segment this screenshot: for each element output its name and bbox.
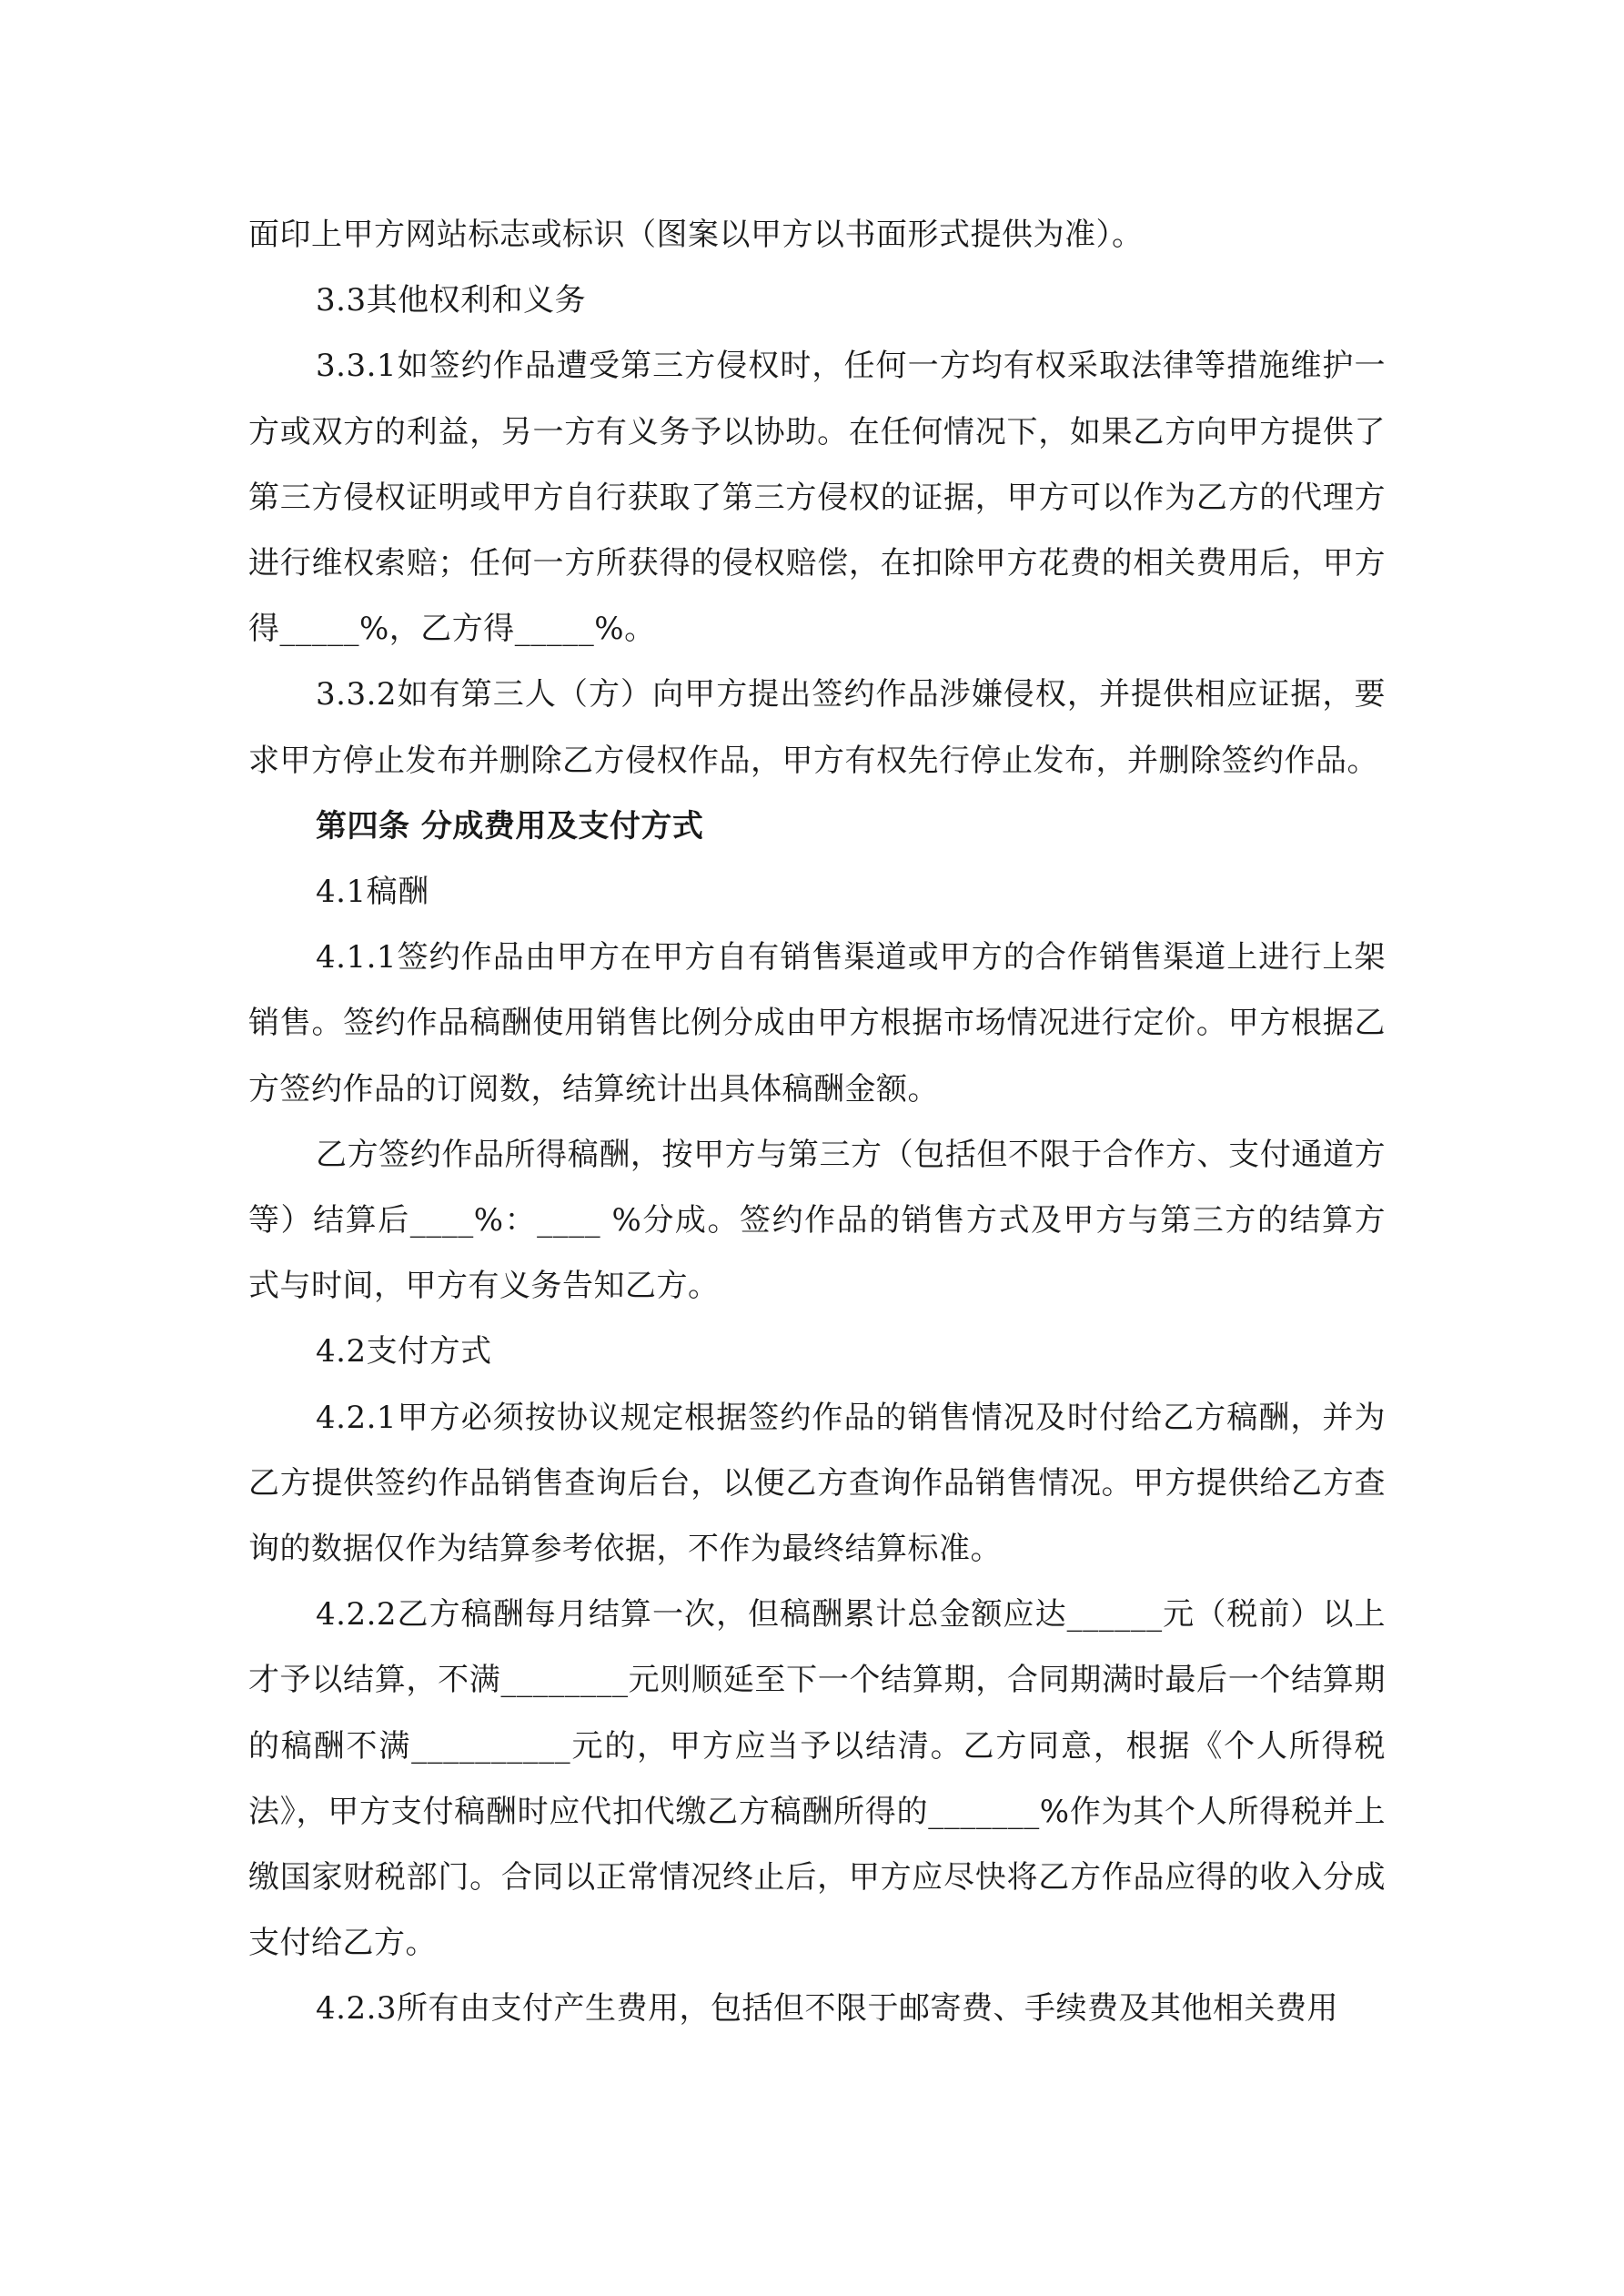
article-4-heading: 第四条 分成费用及支付方式: [316, 807, 704, 845]
paragraph-continuation: 面印上甲方网站标志或标识（图案以甲方以书面形式提供为准）。: [248, 217, 1144, 253]
clause-3-3-1: 3.3.1如签约作品遭受第三方侵权时，任何一方均有权采取法律等措施维护一方或双方的利益，另一方有义务予以协助。在任何情况下，如果乙方向甲方提供了第三方侵权证明或甲方自行获取了第三方侵权的证据，甲方可以作为乙方的代理方进行维权索赔；任何一方所获得的侵权赔偿，在扣除甲方花费的相关费用后，甲方得_____%，乙方得_____%。: [248, 348, 1386, 648]
section-4-2-title: 4.2支付方式: [316, 1333, 492, 1371]
clause-3-3-2: 3.3.2如有第三人（方）向甲方提出签约作品涉嫌侵权，并提供相应证据，要求甲方停止发布并删除乙方侵权作品，甲方有权先行停止发布，并删除签约作品。: [248, 676, 1386, 779]
section-3-3-title: 3.3其他权利和义务: [316, 282, 587, 319]
section-4-1-title: 4.1稿酬: [316, 874, 429, 911]
clause-4-1-1-share: 乙方签约作品所得稿酬，按甲方与第三方（包括但不限于合作方、支付通道方等）结算后____%：____ %分成。签约作品的销售方式及甲方与第三方的结算方式与时间，甲方有义务告知乙方。: [248, 1136, 1386, 1305]
clause-4-2-2: 4.2.2乙方稿酬每月结算一次，但稿酬累计总金额应达______元（税前）以上才予以结算，不满________元则顺延至下一个结算期，合同期满时最后一个结算期的稿酬不满__________元的，甲方应当予以结清。乙方同意，根据《个人所得税法》，甲方支付稿酬时应代扣代缴乙方稿酬所得的_______%作为其个人所得税并上缴国家财税部门。合同以正常情况终止后，甲方应尽快将乙方作品应得的收入分成支付给乙方。: [248, 1596, 1386, 1962]
clause-4-2-1: 4.2.1甲方必须按协议规定根据签约作品的销售情况及时付给乙方稿酬，并为乙方提供签约作品销售查询后台，以便乙方查询作品销售情况。甲方提供给乙方查询的数据仅作为结算参考依据，不作为最终结算标准。: [248, 1399, 1386, 1568]
clause-4-2-3: 4.2.3所有由支付产生费用，包括但不限于邮寄费、手续费及其他相关费用: [316, 1990, 1339, 2028]
document-body: [248, 202, 1386, 2042]
clause-4-1-1: 4.1.1签约作品由甲方在甲方自有销售渠道或甲方的合作销售渠道上进行上架销售。签约作品稿酬使用销售比例分成由甲方根据市场情况进行定价。甲方根据乙方签约作品的订阅数，结算统计出具体稿酬金额。: [248, 939, 1386, 1108]
